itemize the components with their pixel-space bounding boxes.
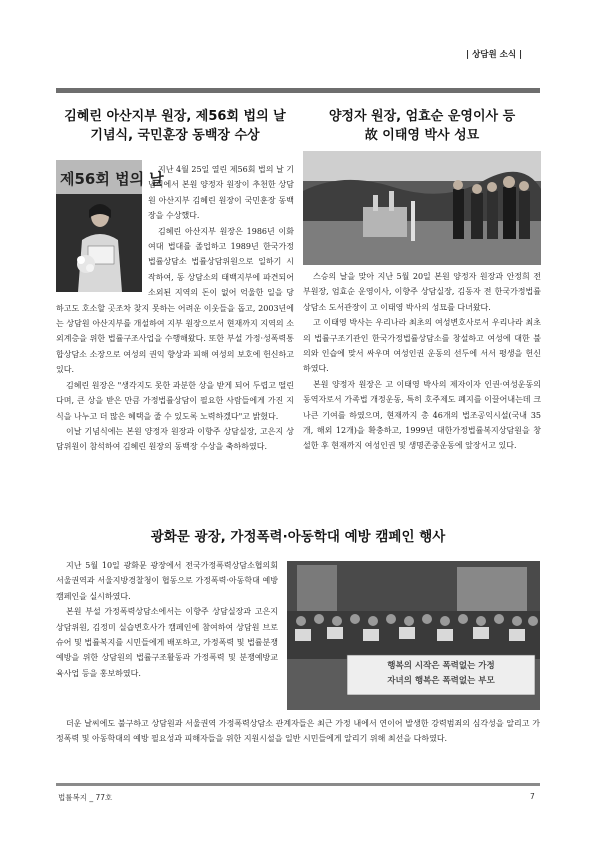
article3-paragraph: 본원 부설 가정폭력상담소에서는 이향주 상담실장과 고은지 상담위원, 김정미 실습변호사가 캠페인에 참여하여 상담원 브로슈어 및 법률복지를 시민들에게 배포하고, 가정폭력 및 법률분쟁 예방을 위한 상담원의 법률구조활동과 가정폭력 및 분쟁예방교육사업 등을 홍보하였다. — [56, 607, 278, 678]
footer-rule — [56, 783, 540, 786]
article2-paragraph: 스승의 날을 맞아 지난 5월 20일 본원 양정자 원장과 안정희 전 부원장, 엄효순 운영이사, 이향주 상담실장, 김동자 전 한국가정법률상담소 도서관장이 고 이태영 박사의 성묘를 다녀왔다. — [303, 272, 541, 312]
article3-body-full — [56, 716, 540, 747]
article2-paragraph: 고 이태영 박사는 우리나라 최초의 여성변호사로서 우리나라 최초의 법률구조기관인 한국가정법률상담소를 창설하고 여성에 대한 불의와 인습에 맞서 싸우며 여성인권 운동의 선두에 서서 평생을 헌신하였다. — [303, 318, 541, 374]
grave-visit-image — [303, 151, 541, 265]
article2-title-line1: 양정자 원장, 엄효순 운영이사 등 — [328, 109, 516, 124]
page-number: 7 — [530, 792, 535, 801]
article2-title — [303, 107, 541, 145]
article1-title-line2: 기념식, 국민훈장 동백장 수상 — [90, 128, 260, 143]
campaign-banner — [351, 659, 531, 689]
article1-paragraph: 지난 4월 25일 열린 제56회 법의 날 기념식에서 본원 양정자 원장이 추천한 상담원 아산지부 김혜린 원장이 국민훈장 동백장을 수상했다. — [148, 165, 294, 221]
article3-paragraph: 지난 5월 10일 광화문 광장에서 전국가정폭력상담소협의회 서울권역과 서울지방경찰청이 협동으로 가정폭력·아동학대 예방 캠페인을 실시하였다. — [56, 561, 278, 601]
article1-paragraph: 김혜린 아산지부 원장은 1986년 이화여대 법대를 졸업하고 1989년 한국가정법률상담소 법률상담위원으로 일하기 시작하여, 동 상담소의 태백지부에 파견되어 소외된 지역의 돈이 없어 억울한 일을 당하고도 호소할 곳조차 찾지 못하는 어려운 이웃들을 돕고, 2003년에는 상담원 아산지부를 개설하여 지부 원장으로서 현재까지 지역의 소외계층을 위한 법률구조사업을 수행해왔다. 또한 부설 가정·성폭력통합상담소 소장으로 여성의 권익 향상과 피해 여성의 보호에 헌신하고 있다. — [56, 226, 294, 375]
campaign-banner-line1: 행복의 시작은 폭력없는 가정 — [387, 661, 495, 671]
section-tag: | 상담원 소식 | — [466, 50, 523, 60]
photo-banner-text: 제56회 법의 날 — [60, 170, 164, 188]
article3-photo — [287, 561, 540, 710]
article1-paragraph: 김혜린 원장은 "생각지도 못한 과분한 상을 받게 되어 두렵고 떨린다며, 큰 상을 받은 만큼 가정법률상담이 필요한 사람들에게 가진 지식을 나누고 더 많은 혜택을 줄 수 있도록 노력하겠다"고 밝혔다. — [56, 380, 294, 421]
article1-title-line1: 김혜린 아산지부 원장, 제56회 법의 날 — [64, 109, 286, 124]
footer-publication: 법률복지 _ 77호 — [58, 793, 113, 802]
article2-photo — [303, 151, 541, 265]
top-rule — [56, 88, 540, 93]
article1-body — [56, 162, 294, 455]
campaign-banner-line2: 자녀의 행복은 폭력없는 부모 — [387, 676, 495, 686]
article3-paragraph: 더운 날씨에도 불구하고 상담원과 서울권역 가정폭력상담소 관계자들은 최근 가정 내에서 연이어 발생한 강력범죄의 심각성을 알리고 가정폭력 및 아동학대의 예방 필요성과 피해자들을 위한 지원시설을 일반 시민들에게 알리기 위해 최선을 다하였다. — [56, 719, 540, 744]
article3-title: 광화문 광장, 가정폭력·아동학대 예방 캠페인 행사 — [150, 529, 446, 545]
article2-body — [303, 269, 541, 454]
article1-paragraph: 이날 기념식에는 본원 양정자 원장과 이향주 상담실장, 고은지 상담위원이 참석하여 김혜린 원장의 동백장 수상을 축하하였다. — [56, 426, 294, 452]
article2-paragraph: 본원 양정자 원장은 고 이태영 박사의 제자이자 인권·여성운동의 동역자로서 가족법 개정운동, 특히 호주제도 폐지를 이끌어내는데 크나큰 기여를 하였으며, 현재까지 총 46개의 법조공익시설(국내 35개, 해외 12개)을 확충하고, 1999년 대한가정법률복지상담원을 창설한 후 현재까지 여성인권 및 생명존중운동에 앞장서고 있다. — [303, 379, 541, 451]
article2-title-line2: 故 이태영 박사 성묘 — [364, 128, 480, 143]
article1-title — [56, 107, 294, 145]
article3-body — [56, 558, 278, 681]
photo-wrap-spacer — [56, 162, 148, 294]
